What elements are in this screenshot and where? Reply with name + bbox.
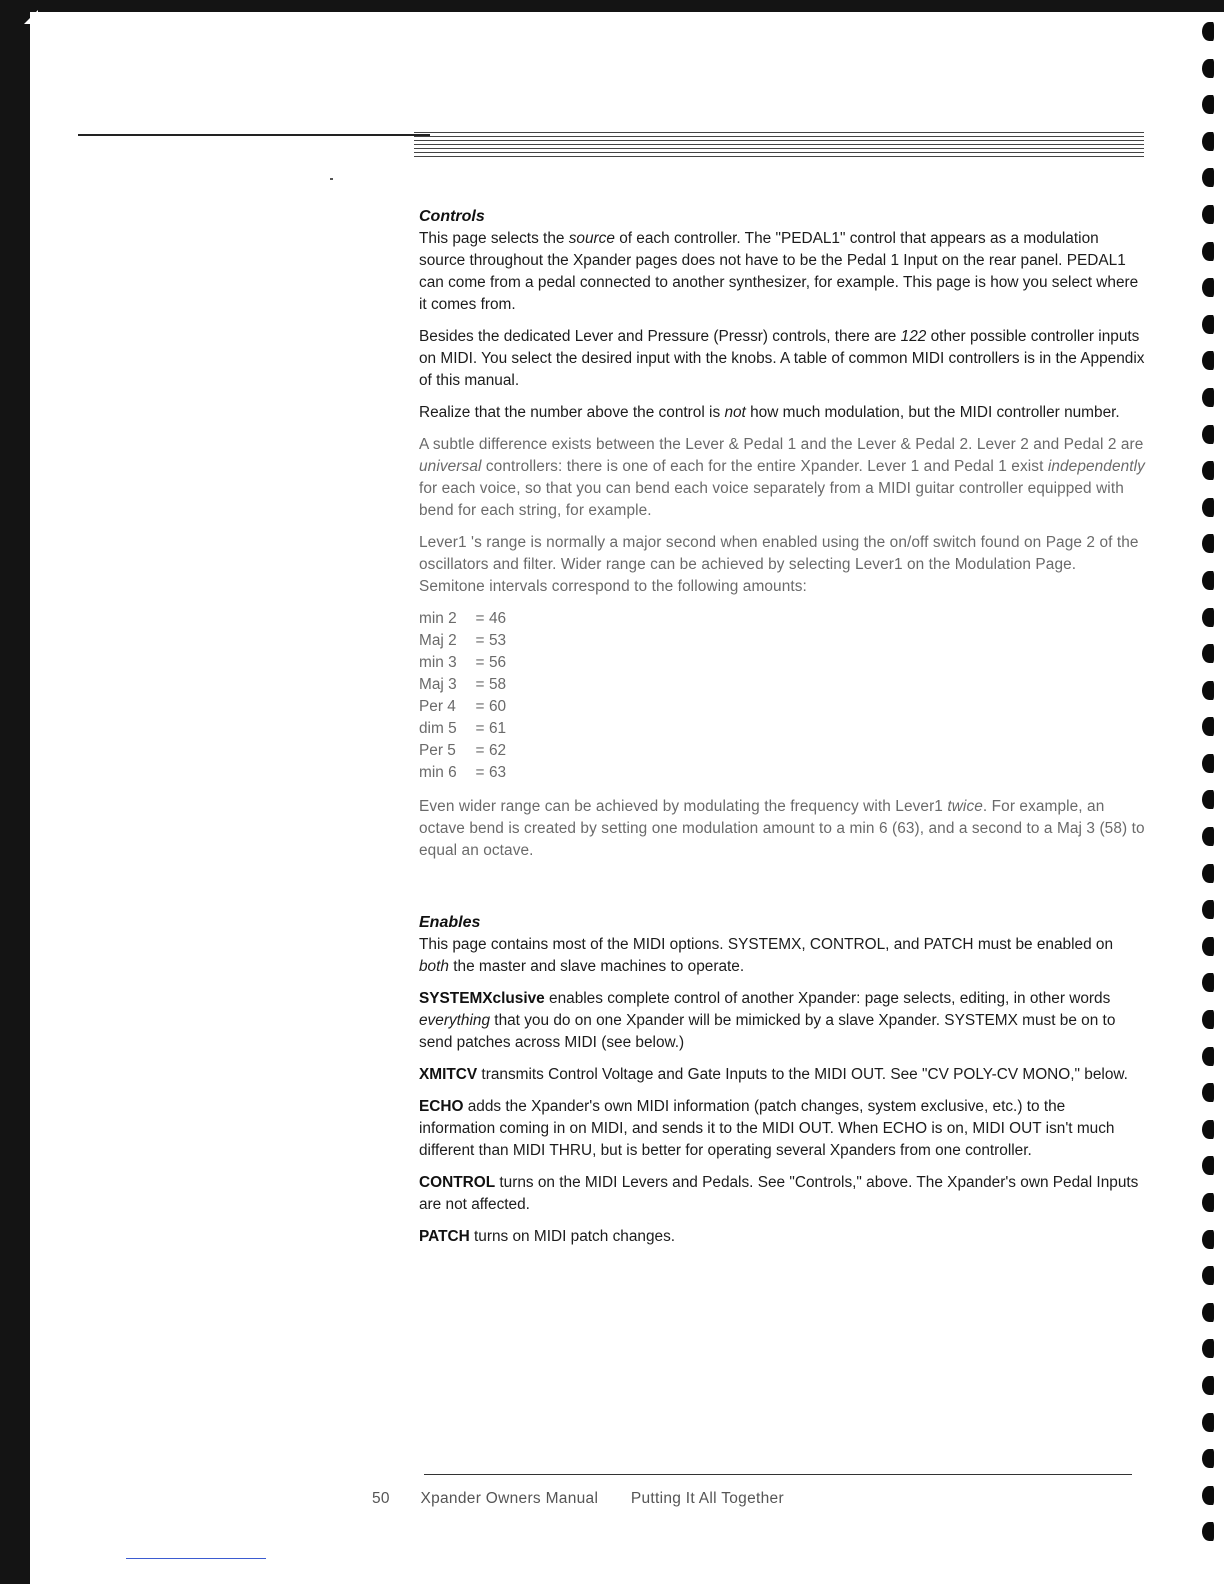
binding-hole: [1202, 1047, 1214, 1066]
binding-hole: [1202, 242, 1214, 261]
binding-hole: [1202, 1156, 1214, 1175]
spiral-binding: [1198, 22, 1220, 1559]
header-rule: [78, 134, 430, 136]
binding-hole: [1202, 205, 1214, 224]
binding-hole: [1202, 388, 1214, 407]
binding-hole: [1202, 973, 1214, 992]
binding-hole: [1202, 644, 1214, 663]
binding-hole: [1202, 900, 1214, 919]
binding-hole: [1202, 571, 1214, 590]
binding-hole: [1202, 1339, 1214, 1358]
header-rule-lines: [414, 132, 1144, 160]
interval-row: dim 5 = 61: [419, 720, 507, 737]
binding-hole: [1202, 168, 1214, 187]
binding-hole: [1202, 351, 1214, 370]
binding-hole: [1202, 95, 1214, 114]
binding-hole: [1202, 1193, 1214, 1212]
binding-hole: [1202, 1449, 1214, 1468]
binding-hole: [1202, 461, 1214, 480]
page-content: [419, 206, 1145, 1258]
scan-artifact-line: [126, 1558, 266, 1559]
controls-paragraph-1: This page selects the source of each controller. The "PEDAL1" control that appears as a modulation source throughout the Xpander pages does not have to be the Pedal 1 Input on the rear panel. PEDAL1 can come from a pedal connected to another synthesizer, for example. This page is how you select where it comes from.: [419, 230, 1139, 313]
binding-hole: [1202, 681, 1214, 700]
interval-row: Maj 3 = 58: [419, 676, 507, 693]
enables-heading: Enables: [419, 914, 481, 931]
xmitcv-paragraph: XMITCV transmits Control Voltage and Gate Inputs to the MIDI OUT. See "CV POLY-CV MONO," below.: [419, 1066, 1128, 1083]
binding-hole: [1202, 1010, 1214, 1029]
echo-paragraph: ECHO adds the Xpander's own MIDI information (patch changes, system exclusive, etc.) to the information coming in on MIDI, and sends it to the MIDI OUT. When ECHO is on, MIDI OUT isn't much different than MIDI THRU, but is better for operating several Xpanders from one controller.: [419, 1098, 1115, 1159]
binding-hole: [1202, 534, 1214, 553]
binding-hole: [1202, 1230, 1214, 1249]
binding-hole: [1202, 608, 1214, 627]
manual-title: Xpander Owners Manual: [420, 1490, 599, 1507]
scan-left-border: [0, 0, 30, 1584]
chapter-title: Putting It All Together: [630, 1490, 784, 1507]
binding-hole: [1202, 717, 1214, 736]
binding-hole: [1202, 59, 1214, 78]
binding-hole: [1202, 937, 1214, 956]
controls-section: [419, 206, 1145, 862]
binding-hole: [1202, 22, 1214, 41]
patch-paragraph: PATCH turns on MIDI patch changes.: [419, 1228, 676, 1245]
binding-hole: [1202, 790, 1214, 809]
page-footer: [372, 1490, 784, 1508]
binding-hole: [1202, 278, 1214, 297]
binding-hole: [1202, 1266, 1214, 1285]
binding-hole: [1202, 315, 1214, 334]
controls-paragraph-2: Besides the dedicated Lever and Pressure (Pressr) controls, there are 122 other possible controller inputs on MIDI. You select the desired input with the knobs. A table of common MIDI controllers is in the Appendix of this manual.: [419, 328, 1145, 389]
section-gap: [419, 872, 1145, 912]
controls-paragraph-3: Realize that the number above the control is not how much modulation, but the MIDI controller number.: [419, 404, 1120, 421]
enables-section: [419, 912, 1145, 1248]
footer-rule: [424, 1474, 1132, 1475]
interval-row: Maj 2 = 53: [419, 632, 507, 649]
scan-top-border: [0, 0, 1224, 12]
binding-hole: [1202, 498, 1214, 517]
systemx-paragraph: SYSTEMXclusive enables complete control of another Xpander: page selects, editing, in other words everything that you do on one Xpander will be mimicked by a slave Xpander. SYSTEMX must be on to send patches across MIDI (see below.): [419, 990, 1116, 1051]
enables-paragraph-1: This page contains most of the MIDI options. SYSTEMX, CONTROL, and PATCH must be enabled on both the master and slave machines to operate.: [419, 936, 1114, 975]
binding-hole: [1202, 864, 1214, 883]
binding-hole: [1202, 1120, 1214, 1139]
binding-hole: [1202, 1376, 1214, 1395]
interval-row: Per 5 = 62: [419, 742, 507, 759]
interval-row: min 2 = 46: [419, 610, 507, 627]
controls-heading: Controls: [419, 208, 485, 225]
interval-row: Per 4 = 60: [419, 698, 507, 715]
controls-paragraph-5: Lever1 's range is normally a major second when enabled using the on/off switch found on Page 2 of the oscillators and filter. Wider range can be achieved by selecting Lever1 on the Modulation Page. Semitone intervals correspond to the following amounts:: [419, 534, 1139, 595]
binding-hole: [1202, 827, 1214, 846]
binding-hole: [1202, 1522, 1214, 1541]
page-number: 50: [372, 1490, 390, 1507]
binding-hole: [1202, 1413, 1214, 1432]
binding-hole: [1202, 1083, 1214, 1102]
binding-hole: [1202, 132, 1214, 151]
binding-hole: [1202, 1303, 1214, 1322]
interval-row: min 6 = 63: [419, 764, 507, 781]
binding-hole: [1202, 425, 1214, 444]
interval-row: min 3 = 56: [419, 654, 507, 671]
binding-hole: [1202, 754, 1214, 773]
interval-table: [419, 608, 1145, 784]
controls-paragraph-6: Even wider range can be achieved by modulating the frequency with Lever1 twice. For example, an octave bend is created by setting one modulation amount to a min 6 (63), and a second to a Maj 3 (58) to equal an octave.: [419, 798, 1145, 859]
controls-paragraph-4: A subtle difference exists between the Lever & Pedal 1 and the Lever & Pedal 2. Lever 2 and Pedal 2 are universal controllers: there is one of each for the entire Xpander. Lever 1 and Pedal 1 exist independently for each voice, so that you can bend each voice separately from a MIDI guitar controller equipped with bend for each string, for example.: [419, 436, 1145, 519]
binding-hole: [1202, 1486, 1214, 1505]
scan-speck: [330, 178, 333, 180]
control-paragraph: CONTROL turns on the MIDI Levers and Pedals. See "Controls," above. The Xpander's own Pedal Inputs are not affected.: [419, 1174, 1139, 1213]
